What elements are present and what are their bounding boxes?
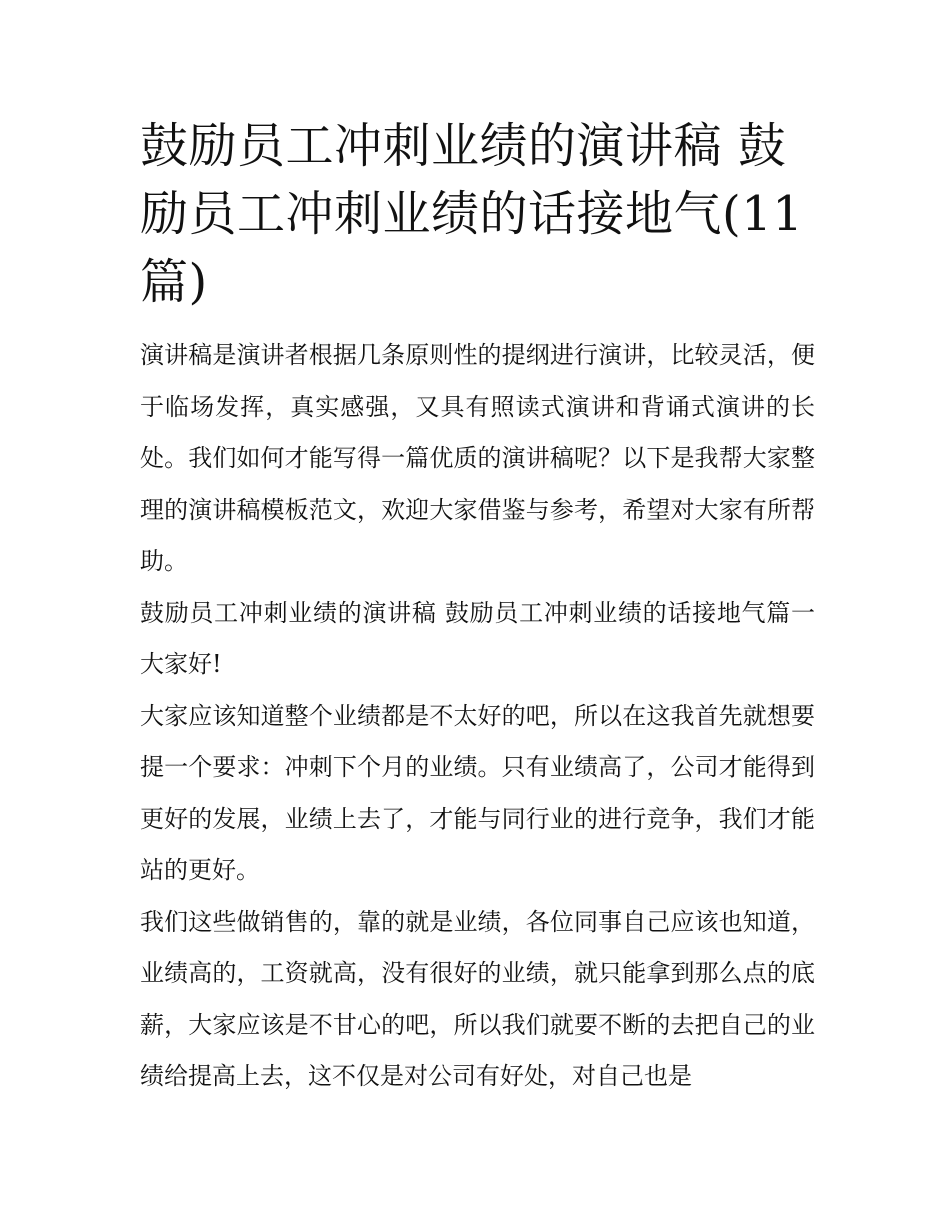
body-paragraph: 我们这些做销售的，靠的就是业绩，各位同事自己应该也知道，业绩高的，工资就高，没有很好的业绩，就只能拿到那么点的底薪，大家应该是不甘心的吧，所以我们就要不断的去把自己的业绩给提高上去，这不仅是对公司有好处，对自己也是 [140, 907, 815, 1090]
document-content [140, 112, 815, 1103]
document-title: 鼓励员工冲刺业绩的演讲稿 鼓励员工冲刺业绩的话接地气(11篇) [140, 118, 804, 310]
intro-paragraph: 演讲稿是演讲者根据几条原则性的提纲进行演讲，比较灵活，便于临场发挥，真实感强，又具有照读式演讲和背诵式演讲的长处。我们如何才能写得一篇优质的演讲稿呢？以下是我帮大家整理的演讲稿模板范文，欢迎大家借鉴与参考，希望对大家有所帮助。 [140, 341, 815, 575]
section-heading-paragraph: 鼓励员工冲刺业绩的演讲稿 鼓励员工冲刺业绩的话接地气篇一 大家好! [140, 598, 815, 678]
body-paragraph: 大家应该知道整个业绩都是不太好的吧，所以在这我首先就想要提一个要求：冲刺下个月的业绩。只有业绩高了，公司才能得到更好的发展，业绩上去了，才能与同行业的进行竞争，我们才能站的更好。 [140, 701, 815, 884]
